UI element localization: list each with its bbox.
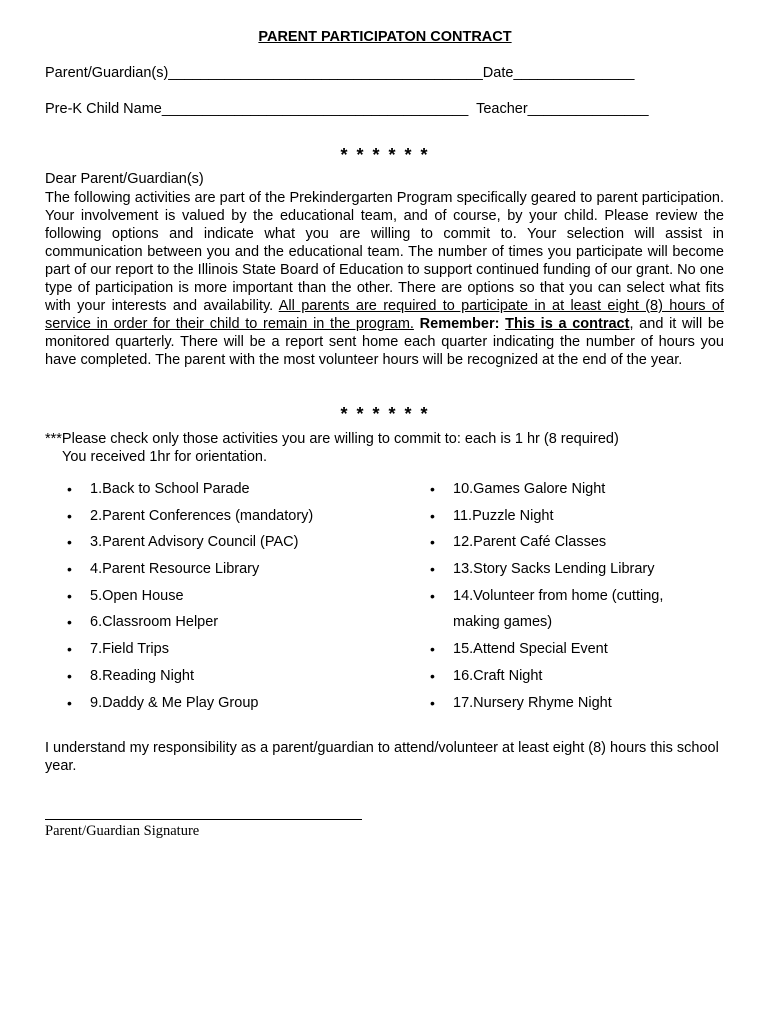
list-item: • 2.Parent Conferences (mandatory): [67, 507, 313, 534]
list-item: • 10.Games Galore Night: [430, 480, 663, 507]
instructions-line-1: ***Please check only those activities you are willing to commit to: each is 1 hr (8 required): [45, 431, 619, 447]
list-item: • 9.Daddy & Me Play Group: [67, 694, 313, 721]
intro-paragraph: [45, 189, 724, 369]
list-item: • 4.Parent Resource Library: [67, 560, 313, 587]
remember-label: Remember:: [419, 316, 500, 332]
list-item: • 11.Puzzle Night: [430, 507, 663, 534]
intro-text: The following activities are part of the Prekindergarten Program specifically geared to parent participation. Your involvement is valued by the educational team, and of course, by your child. Please review the following options and indicate what you are willing to commit to. Your selection will assist in communication between you and the educational team. The number of times you participate will become part of our report to the Illinois State Board of Education to support continued funding of our grant. No one type of participation is more important than the other. There are options so that you can select what fits with your interests and availability.: [45, 190, 724, 314]
list-item: • 14.Volunteer from home (cutting,: [430, 587, 663, 614]
list-item: • 15.Attend Special Event: [430, 640, 663, 667]
contract-text: This is a contract: [505, 316, 630, 332]
list-item: • 8.Reading Night: [67, 667, 313, 694]
separator-stars-bottom: * * * * * *: [340, 404, 430, 424]
list-item: • 17.Nursery Rhyme Night: [430, 694, 663, 721]
list-item: • 13.Story Sacks Lending Library: [430, 560, 663, 587]
document-title: PARENT PARTICIPATON CONTRACT: [258, 29, 512, 45]
activities-list-left: [67, 480, 313, 720]
list-item: • 12.Parent Café Classes: [430, 533, 663, 560]
list-item: • 3.Parent Advisory Council (PAC): [67, 533, 313, 560]
parent-guardian-date-line: Parent/Guardian(s)_______________________________________Date_______________: [45, 65, 635, 81]
salutation: Dear Parent/Guardian(s): [45, 171, 204, 187]
list-item: • 7.Field Trips: [67, 640, 313, 667]
requirement-text: All parents are required to participate in at least eight (8) hours of service in order for their child to remain in the program.: [45, 298, 724, 332]
responsibility-statement: I understand my responsibility as a parent/guardian to attend/volunteer at least eight (8) hours this school year.: [45, 740, 719, 774]
separator-stars-top: * * * * * *: [340, 145, 430, 165]
intro-end-text: , and it will be monitored quarterly. There will be a report sent home each quarter indicating the number of hours you have completed. The parent with the most volunteer hours will be recognized at the end of the year.: [45, 316, 725, 368]
list-item-continuation: making games): [453, 614, 553, 631]
list-item: • 5.Open House: [67, 587, 313, 614]
activities-list-right: [430, 480, 663, 720]
child-name-teacher-line: Pre-K Child Name______________________________________ Teacher_______________: [45, 101, 649, 117]
list-item: • 1.Back to School Parade: [67, 480, 313, 507]
instructions: [45, 430, 619, 466]
list-item: • 16.Craft Night: [430, 667, 663, 694]
instructions-line-2: You received 1hr for orientation.: [62, 449, 268, 465]
signature-label: Parent/Guardian Signature: [45, 823, 200, 839]
list-item: • 6.Classroom Helper: [67, 613, 313, 640]
signature-line: [45, 819, 362, 820]
